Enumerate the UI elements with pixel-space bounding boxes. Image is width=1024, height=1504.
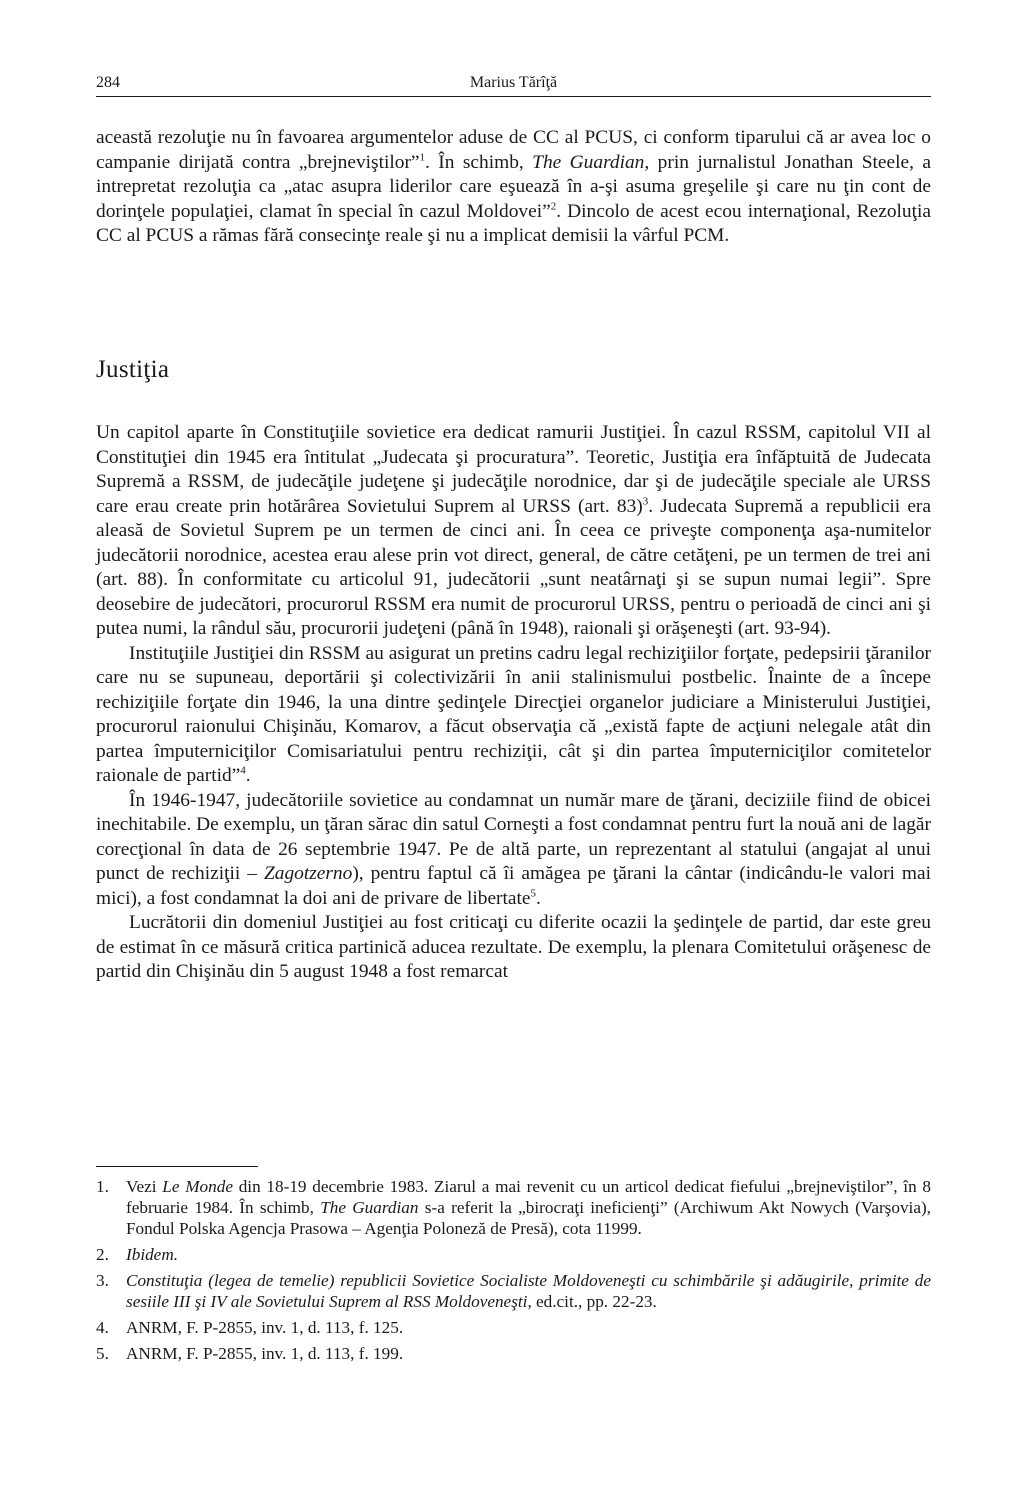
- footnote-5: 5. ANRM, F. P-2855, inv. 1, d. 113, f. 199.: [96, 1344, 404, 1363]
- section-body: [96, 421, 931, 985]
- footnote-ref-4[interactable]: 4: [240, 764, 246, 777]
- footnote-ref-5[interactable]: 5: [530, 887, 536, 900]
- page-number: 284: [96, 74, 120, 91]
- footnote-1: 1. Vezi Le Monde din 18-19 decembrie 1983. Ziarul a mai revenit cu un articol dedicat fiefului „brejneviştilor”, în 8 februarie 1984. În schimb, The Guardian s-a referit la „birocraţi ineficienţi” (Archiwum Akt Nowych (Varşovia), Fondul Polska Agencja Prasowa – Agenţia Poloneză de Presă), cota 11999.: [96, 1177, 932, 1238]
- footnote-4: 4. ANRM, F. P-2855, inv. 1, d. 113, f. 125.: [96, 1318, 404, 1337]
- footnote-3: 3. Constituţia (legea de temelie) republicii Sovietice Socialiste Moldoveneşti cu schimbările şi adăugirile, primite de sesiile III şi IV ale Sovietului Suprem al RSS Moldoveneşti, ed.cit., pp. 22-23.: [96, 1271, 931, 1311]
- running-header: [96, 72, 931, 97]
- footnote-divider: [96, 1166, 258, 1167]
- footnote-2: 2. Ibidem.: [96, 1245, 179, 1264]
- footnote-ref-1[interactable]: 1: [419, 151, 426, 164]
- footnotes: [96, 1176, 931, 1369]
- running-header-author: Marius Tărîţă: [469, 74, 558, 91]
- paragraph-2: Instituţiile Justiţiei din RSSM au asigurat un pretins cadru legal rechiziţiilor forţate, pedepsirii ţăranilor care nu se supuneau, deportării şi colectivizării în anii stalinismului postbelic. Înainte de a începe rechiziţiile forţate din 1946, la una dintre şedinţele Direcţiei organelor judiciare a Ministerului Justiţiei, procurorul raionului Chişinău, Komarov, a făcut observaţia că „există fapte de acţiuni nelegale atât din partea împuterniciţilor Comisariatului pentru rechiziţii, cât şi din partea împuterniciţilor comitetelor raionale de partid”$^4$.: [96, 642, 931, 786]
- footnote-ref-2[interactable]: 2: [550, 200, 557, 213]
- intro-paragraph: această rezoluţie nu în favoarea argumentelor aduse de CC al PCUS, ci conform tiparului că ar avea loc o campanie dirijată contra „brejneviştilor”$^1$. În schimb, The Guardian, prin jurnalistul Jonathan Steele, a intrepretat rezoluţia ca „atac asupra liderilor care eşuează în a-şi asuma greşelile şi care nu ţin cont de dorinţele populaţiei, clamat în special în cazul Moldovei”$^2$. Dincolo de acest ecou internaţional, Rezoluţia CC al PCUS a rămas fără consecinţe reale şi nu a implicat demisii la vârful PCM.: [96, 127, 931, 246]
- footnote-ref-3[interactable]: 3: [642, 495, 649, 508]
- paragraph-3: În 1946-1947, judecătoriile sovietice au condamnat un număr mare de ţărani, deciziile fiind de obicei inechitabile. De exemplu, un ţăran sărac din satul Corneşti a fost condamnat pentru furt la nouă ani de lagăr corecţional în data de 26 septembrie 1947. Pe de altă parte, un reprezentant al statului (angajat al unui punct de rechiziţii – Zagotzerno), pentru faptul că îi amăgea pe ţărani la cântar (indicându-le valori mai mici), a fost condamnat la doi ani de privare de libertate$^5$.: [96, 789, 931, 909]
- paragraph-1: Un capitol aparte în Constituţiile sovietice era dedicat ramurii Justiţiei. În cazul RSSM, capitolul VII al Constituţiei din 1945 era întitulat „Judecata şi procuratura”. Teoretic, Justiţia era înfăptuită de Judecata Supremă a RSSM, de judecăţile judeţene şi judecăţile norodnice, dar şi de judecăţile speciale ale URSS care erau create prin hotărârea Sovietului Suprem al URSS (art. 83)$^3$. Judecata Supremă a republicii era aleasă de Sovietul Suprem pe un termen de cinci ani. În ceea ce priveşte componenţa aşa-numitelor judecătorii norodnice, acestea erau alese prin vot direct, general, de către cetăţeni, pe un termen de trei ani (art. 88). În conformitate cu articolul 91, judecătorii „sunt neatârnaţi şi se supun numai legii”. Spre deosebire de judecători, procurorul RSSM era numit de procurorul URSS, pentru o perioadă de cinci ani şi putea numi, la rândul său, procurorii judeţeni (până în 1948), raionali şi orăşeneşti (art. 93-94).: [96, 422, 931, 639]
- section-heading: Justiţia: [96, 356, 170, 383]
- paragraph-4: Lucrătorii din domeniul Justiţiei au fost criticaţi cu diferite ocazii la şedinţele de partid, dar este greu de estimat în ce măsură critica partinică aducea rezultate. De exemplu, la plenara Comitetului orăşenesc de partid din Chişinău din 5 august 1948 a fost remarcat: [96, 912, 931, 982]
